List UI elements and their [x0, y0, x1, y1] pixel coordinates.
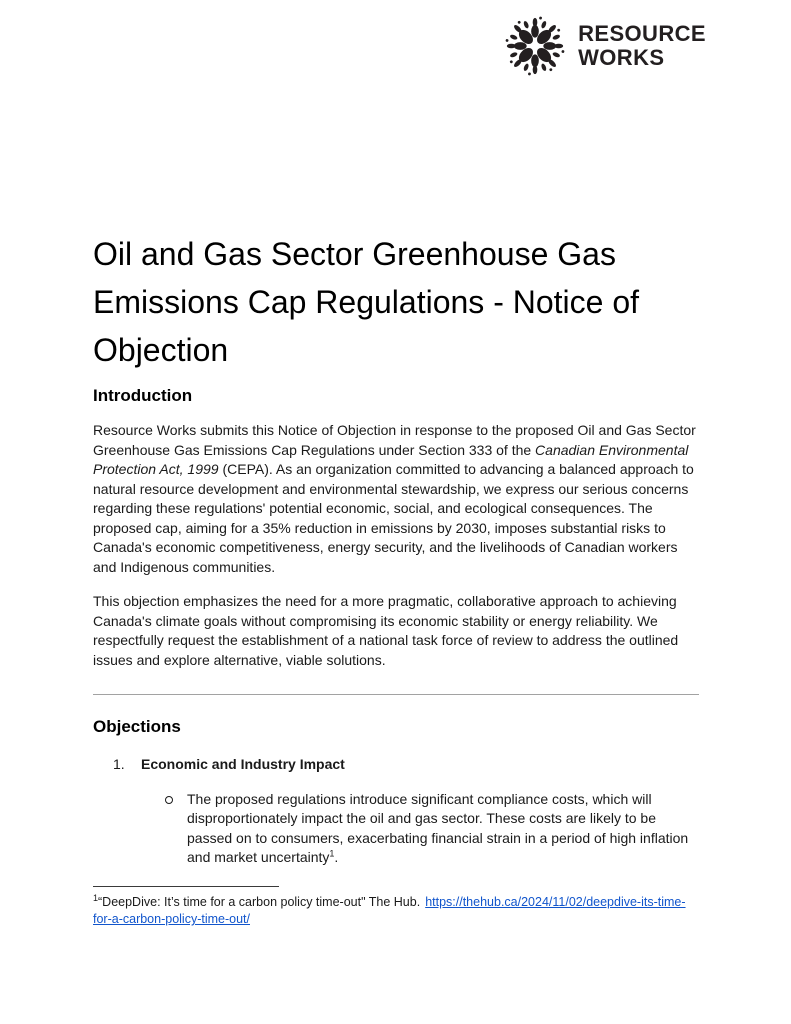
intro-p1-text: Resource Works submits this Notice of Objection in response to the proposed Oil and Gas Sector Greenhouse Gas Emissions Cap Regulations under Section 333 of the: [93, 422, 696, 458]
intro-p1-act-citation: Canadian Environmental Protection Act, 1999: [93, 441, 689, 477]
bullet-text-main: The proposed regulations introduce significant compliance costs, which will disproportionately impact the oil and gas sector. These costs are likely to be passed on to consumers, exacerbating financial strain in a period of high inflation and market uncertainty: [187, 790, 689, 865]
footnote-citation-text: “DeepDive: It’s time for a carbon policy time-out" The Hub.: [98, 895, 421, 909]
introduction-paragraph-2: This objection emphasizes the need for a more pragmatic, collaborative approach to achieving Canada's climate goals without compromising its economic stability or energy reliability. We respectfully request the establishment of a national task force of review to address the outlined issues and explore alternative, viable solutions.: [93, 593, 679, 668]
intro-p1-text-cont: (CEPA). As an organization committed to advancing a balanced approach to natural resource development and environmental stewardship, we express our serious concerns regarding these regulations' potential economic, social, and ecological consequences. The proposed cap, aiming for a 35% reduction in emissions by 2030, imposes substantial risks to Canada's economic competitiveness, energy security, and the livelihoods of Canadian workers and Indigenous communities.: [93, 461, 694, 575]
footnote-separator: [93, 886, 279, 887]
logo-wordmark-line1: RESOURCE: [578, 21, 706, 46]
introduction-heading: Introduction: [93, 386, 193, 405]
logo-wordmark: [578, 22, 706, 70]
bullet-text-tail: .: [334, 849, 339, 865]
resource-works-flower-icon: [503, 14, 567, 78]
circle-bullet-icon: [165, 796, 173, 804]
logo-wordmark-line2: WORKS: [578, 45, 665, 70]
footnote-1: [93, 894, 699, 928]
footnote-link[interactable]: https://thehub.ca/2024/11/02/deepdive-its-time-for-a-carbon-policy-time-out/: [93, 895, 686, 926]
resource-works-logo: [503, 14, 706, 78]
footnote-reference-superscript: 1: [329, 848, 335, 859]
introduction-paragraph-1: [93, 421, 699, 577]
footnote-number: 1: [93, 892, 99, 903]
document-body: [93, 230, 699, 868]
section-divider: [93, 694, 699, 695]
bullet-text: [187, 790, 699, 868]
objection-item-number: 1.: [113, 756, 125, 772]
objections-heading: Objections: [93, 717, 181, 736]
document-title: Oil and Gas Sector Greenhouse Gas Emissions Cap Regulations - Notice of Objection: [93, 236, 640, 368]
objection-item-label: Economic and Industry Impact: [141, 756, 345, 772]
footnote-area: [93, 886, 699, 928]
bullet-marker-cell: [165, 790, 187, 868]
objection-bullet-1: [93, 790, 699, 868]
objection-list-item-1: [93, 755, 699, 775]
